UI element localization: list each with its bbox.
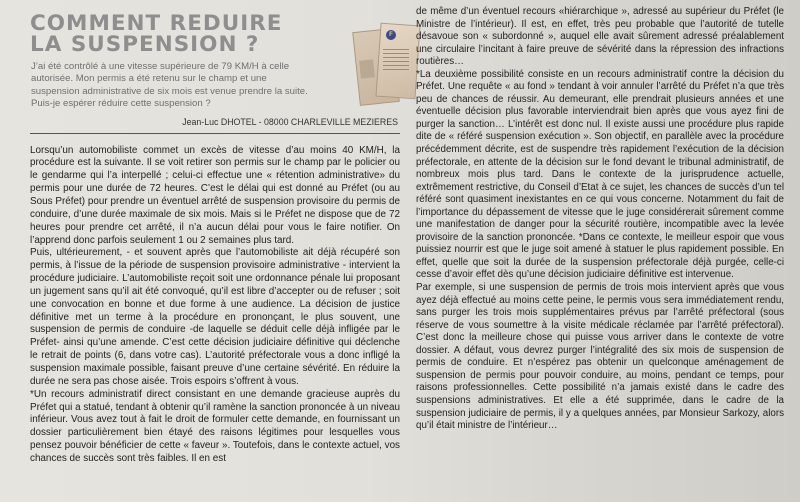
paragraph: Par exemple, si une suspension de permis de trois mois intervient après que vous ayez déjà effectué au moins cette peine, le permis vous sera immédiatement rendu, sans purger les trois mois supplémentaires prévus par l’arrêté préfectoral (sous réserve de vous soumettre à la visite médicale réclamée par l’arrêté préfectoral). C’est donc la meilleure chose qui puisse vous arriver dans le contexte de votre dossier. A défaut, vous devrez purger l’intégralité des six mois de suspension de permis de conduire. Et n’espérez pas obtenir un quelconque aménagement de suspension de permis pour pouvoir conduire, au moins, pendant ce temps, pour raisons professionnelles. Cette possibilité n’a jamais existé dans le cadre des suspensions administratives. Et elle a été supprimée, dans le cadre de la suspension judiciaire de permis, il y a quelques années, par Monsieur Sarkozy, alors qu’il était ministre de l’intérieur… [416, 282, 784, 432]
article-title [30, 13, 400, 55]
divider [30, 133, 400, 134]
license-photo [359, 59, 375, 78]
paragraph: *La deuxième possibilité consiste en un recours administratif contre la décision du Préfet. Une requête « au fond » tendant à voir annuler l’arrêté du Préfet n’a que très peu de chances de réussir. Au demeurant, elle prendrait plusieurs années et une éventuelle décision plus favorable interviendrait bien après que vous ayez fini de purger la sanction… L’intérêt est donc nul. Il existe aussi une procédure plus rapide dite de « référé suspension exécution ». Son objectif, en parallèle avec la procédure précédemment décrite, est de suspendre très rapidement l’exécution de la décision préfectorale, en attente de la décision sur le fond devant le tribunal administratif, de nombreux mois plus tard. Dans le contexte de la jurisprudence actuelle, extrêmement restrictive, du Conseil d’Etat à ce sujet, les chances de succès d’un tel référé sont quasiment inexistantes en ce qui vous concerne. Notamment du fait de l’importance du dépassement de vitesse que le juge considérerait sûrement comme une manifestation de danger pour la sécurité routière, incompatible avec la levée provisoire de la sanction prononcée. *Dans ce contexte, le meilleur espoir que vous puissiez nourrir est que le juge soit amené à statuer le plus rapidement possible. En effet, quelle que soit la durée de la suspension préfectorale déjà purgée, celle-ci cesse d’avoir effet dès qu’une décision judiciaire définitive est intervenue. [416, 68, 784, 281]
left-body [30, 145, 400, 466]
right-column [416, 6, 784, 433]
driving-license-image [356, 24, 418, 106]
byline: Jean-Luc DHOTEL - 08000 CHARLEVILLE MEZIERES [182, 116, 398, 127]
license-text-lines [383, 46, 409, 73]
paragraph: Lorsqu’un automobiliste commet un excès de vitesse d’au moins 40 KM/H, la procédure est la suivante. Il se voit retirer son permis sur le champ par le policier ou le gendarme qui l’a interpellé ; celui-ci effectue une « rétention administrative» du permis pour une durée de 72 heures. C’est le délai qui est donné au Préfet (ou au Sous Préfet) pour prendre un éventuel arrêté de suspension provisoire du permis de conduire, d’une durée maximale de six mois. Mais si le Préfet ne dispose que de 72 heures pour prendre cet arrêté, il n’a aucun délai pour vous le faire notifier. On l’apprend donc parfois seulement 1 ou 2 semaines plus tard. [30, 144, 400, 246]
left-column [30, 6, 400, 466]
eu-flag-icon: F [386, 30, 396, 40]
paragraph: Puis, ultérieurement, - et souvent après que l’automobiliste ait déjà récupéré son permis, à l’issue de la période de suspension provisoire administrative - intervient la procédure judiciaire. L’automobiliste reçoit soit une ordonnance pénale lui proposant un jugement sans qu’il ait été convoqué, qu’il est libre d’accepter ou de refuser ; soit une convocation en bonne et due forme à une audience. La décision de justice définitive met un terme à la procédure en prononçant, le plus souvent, une suspension de permis de conduire -de laquelle se déduit celle déjà infligée par le Préfet- ainsi qu’une amende. C’est cette décision judiciaire définitive qui déclenche le retrait de points (6, dans votre cas). L’autorité préfectorale vous a donc infligé la suspension maximale possible, faisant preuve d’une certaine sévérité. En réduire la durée ne sera pas chose aisée. Trois espoirs s’offrent à vous. [30, 247, 400, 387]
title-line-2: LA SUSPENSION ? [30, 32, 260, 57]
reader-question: J’ai été contrôlé à une vitesse supérieure de 79 KM/H à celle autorisée. Mon permis a été retenu sur le champ et une suspension administrative de six mois est venue prendre la suite. Puis-je espérer réduire cette suspension ? [31, 61, 308, 110]
paragraph: *Un recours administratif direct consistant en une demande gracieuse auprès du Préfet qui a statué, tendant à obtenir qu’il ramène la sanction prononcée à un niveau inférieur. Vous avez tout à fait le droit de formuler cette demande, en fournissant un dossier particulièrement bien étayé des raisons légitimes pour lesquelles vous pensez pouvoir bénéficier de cette « faveur ». Toutefois, dans le contexte actuel, vos chances de succès sont très faibles. Il en est [30, 388, 400, 464]
paragraph: de même d’un éventuel recours «hiérarchique », adressé au supérieur du Préfet (le Ministre de l’intérieur). Il est, en effet, très peu probable que l’autorité de tutelle désavoue son « subordonné », auquel elle avait sûrement adressé préalablement une circulaire l’incitant à faire preuve de sévérité dans la répression des infractions routières… [416, 6, 784, 68]
right-body [416, 6, 784, 433]
title-line-1: COMMENT REDUIRE [30, 11, 283, 36]
